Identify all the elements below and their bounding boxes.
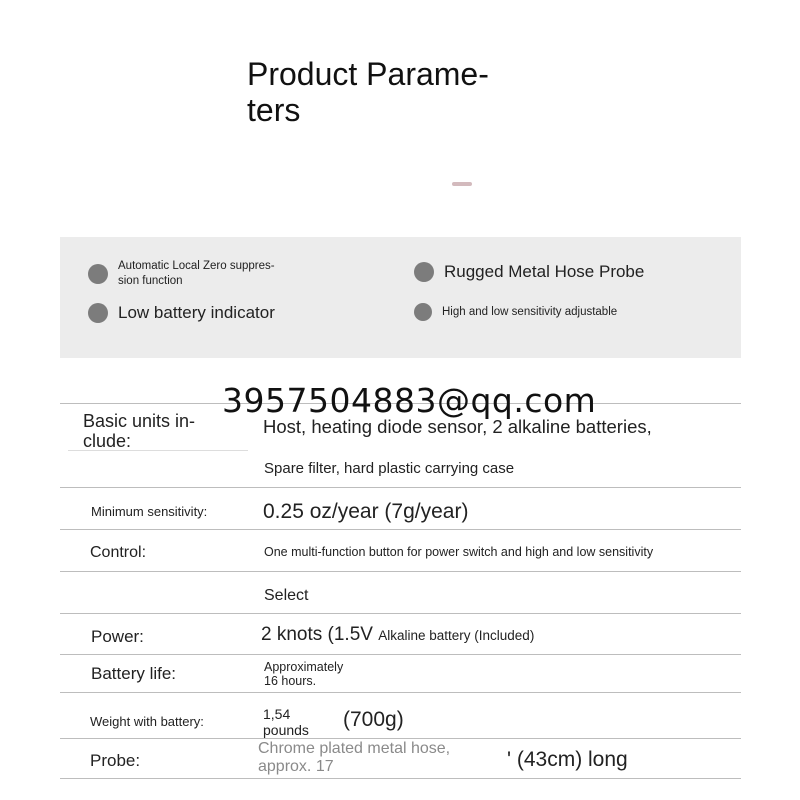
power-value-detail: Alkaline battery (Included) xyxy=(378,628,535,643)
features-panel xyxy=(60,237,741,358)
battery-life-line-1: Approximately xyxy=(264,660,344,674)
battery-life-label: Battery life: xyxy=(91,664,177,683)
feature-zero-suppression xyxy=(88,259,308,289)
weight-value-pounds xyxy=(263,706,333,738)
feature-sensitivity-adjustable xyxy=(414,303,617,321)
title-line-2: ters xyxy=(247,92,301,128)
basic-units-value-1: Host, heating diode sensor, 2 alkaline batteries, xyxy=(263,416,652,437)
feature-low-battery xyxy=(88,303,275,323)
weight-value-grams: (700g) xyxy=(343,708,404,731)
probe-line-1: Chrome plated metal hose, xyxy=(258,740,451,757)
min-sensitivity-label: Minimum sensitivity: xyxy=(91,504,208,519)
probe-value-length: ' (43cm) long xyxy=(507,748,628,771)
control-label: Control: xyxy=(90,544,147,561)
basic-units-value-2: Spare filter, hard plastic carrying case xyxy=(264,460,515,477)
feature-text: Low battery indicator xyxy=(118,303,275,322)
feature-text-line-2: sion function xyxy=(118,275,183,287)
decorative-smudge xyxy=(452,182,472,186)
min-sensitivity-value: 0.25 oz/year (7g/year) xyxy=(263,500,469,523)
weight-unit: pounds xyxy=(263,722,309,738)
feature-text: Rugged Metal Hose Probe xyxy=(444,262,645,281)
weight-label: Weight with battery: xyxy=(90,714,204,729)
power-value xyxy=(261,624,534,646)
bullet-dot-icon xyxy=(88,264,108,284)
control-value: One multi-function button for power switch and high and low sensitivity xyxy=(264,545,654,559)
table-divider xyxy=(60,613,741,614)
battery-life-value xyxy=(264,660,384,688)
table-divider xyxy=(60,487,741,488)
feature-text-line-1: Automatic Local Zero suppres- xyxy=(118,260,275,272)
feature-metal-hose-probe xyxy=(414,262,644,282)
bullet-dot-icon xyxy=(414,262,434,282)
table-divider xyxy=(60,529,741,530)
basic-units-label-line-2: clude: xyxy=(83,431,132,451)
probe-line-2: approx. 17 xyxy=(258,758,334,775)
basic-units-label xyxy=(83,411,233,451)
bullet-dot-icon xyxy=(414,303,432,321)
title-line-1: Product Parame- xyxy=(247,56,489,92)
bullet-dot-icon xyxy=(88,303,108,323)
watermark-email: 3957504883@qq.com xyxy=(222,381,597,420)
power-label: Power: xyxy=(91,627,144,646)
power-value-main: 2 knots (1.5V xyxy=(261,624,373,645)
table-divider xyxy=(60,738,741,739)
table-divider xyxy=(60,692,741,693)
table-divider xyxy=(60,778,741,779)
probe-label: Probe: xyxy=(90,751,141,770)
battery-life-line-2: 16 hours. xyxy=(264,674,317,688)
feature-text: High and low sensitivity adjustable xyxy=(442,306,618,318)
basic-units-label-line-1: Basic units in- xyxy=(83,411,196,431)
weight-number: 1,54 xyxy=(263,706,291,722)
table-divider xyxy=(60,654,741,655)
feature-text xyxy=(118,259,308,289)
page-title xyxy=(247,56,547,128)
probe-value-description xyxy=(258,740,498,776)
control-value-select: Select xyxy=(264,587,309,604)
table-divider xyxy=(60,571,741,572)
